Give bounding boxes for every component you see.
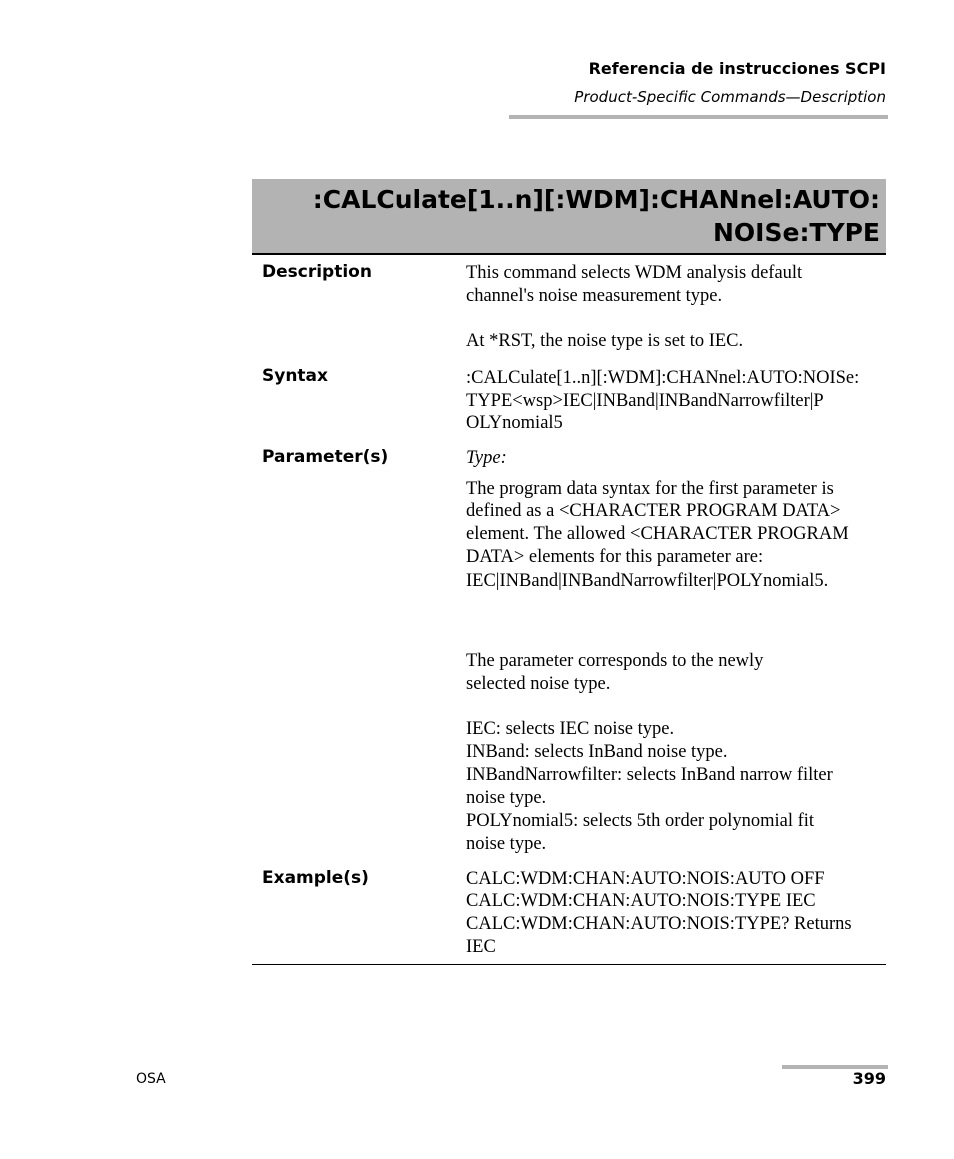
example-line: IEC — [466, 937, 496, 957]
parameter-line: The program data syntax for the first parameter is — [466, 479, 834, 499]
parameter-line: element. The allowed <CHARACTER PROGRAM — [466, 524, 849, 544]
footer-product: OSA — [136, 1071, 166, 1087]
parameter-line: noise type. — [466, 834, 547, 854]
parameter-type-label: Type: — [466, 448, 507, 468]
page-number: 399 — [852, 1069, 886, 1088]
parameter-line: INBandNarrowfilter: selects InBand narrow filter — [466, 765, 833, 785]
examples-label: Example(s) — [262, 868, 369, 888]
description-line: At *RST, the noise type is set to IEC. — [466, 331, 744, 351]
description-line: channel's noise measurement type. — [466, 286, 723, 306]
parameter-line: The parameter corresponds to the newly — [466, 651, 764, 671]
parameter-line: defined as a <CHARACTER PROGRAM DATA> — [466, 501, 841, 521]
parameter-line: IEC: selects IEC noise type. — [466, 719, 675, 739]
syntax-line: :CALCulate[1..n][:WDM]:CHANnel:AUTO:NOISe: — [466, 368, 860, 388]
table-bottom-rule — [252, 964, 886, 965]
example-line: CALC:WDM:CHAN:AUTO:NOIS:AUTO OFF — [466, 869, 825, 889]
running-header-subtitle: Product-Specific Commands—Description — [574, 88, 886, 106]
example-line: CALC:WDM:CHAN:AUTO:NOIS:TYPE? Returns — [466, 914, 852, 934]
description-line: This command selects WDM analysis default — [466, 263, 803, 283]
command-title-band — [252, 179, 886, 255]
parameter-line: INBand: selects InBand noise type. — [466, 742, 728, 762]
parameter-line: IEC|INBand|INBandNarrowfilter|POLYnomial5. — [466, 571, 829, 591]
header-rule — [509, 115, 888, 119]
description-label: Description — [262, 262, 372, 282]
parameters-label: Parameter(s) — [262, 447, 389, 467]
parameter-line: POLYnomial5: selects 5th order polynomial fit — [466, 811, 815, 831]
parameter-line: selected noise type. — [466, 674, 611, 694]
syntax-label: Syntax — [262, 366, 328, 386]
running-header-title: Referencia de instrucciones SCPI — [588, 59, 886, 78]
command-title-line-1: :CALCulate[1..n][:WDM]:CHANnel:AUTO: — [312, 185, 880, 214]
command-title-line-2: NOISe:TYPE — [713, 218, 880, 247]
syntax-line: OLYnomial5 — [466, 413, 563, 433]
parameter-line: DATA> elements for this parameter are: — [466, 547, 764, 567]
syntax-line: TYPE<wsp>IEC|INBand|INBandNarrowfilter|P — [466, 391, 824, 411]
example-line: CALC:WDM:CHAN:AUTO:NOIS:TYPE IEC — [466, 891, 816, 911]
parameter-line: noise type. — [466, 788, 547, 808]
